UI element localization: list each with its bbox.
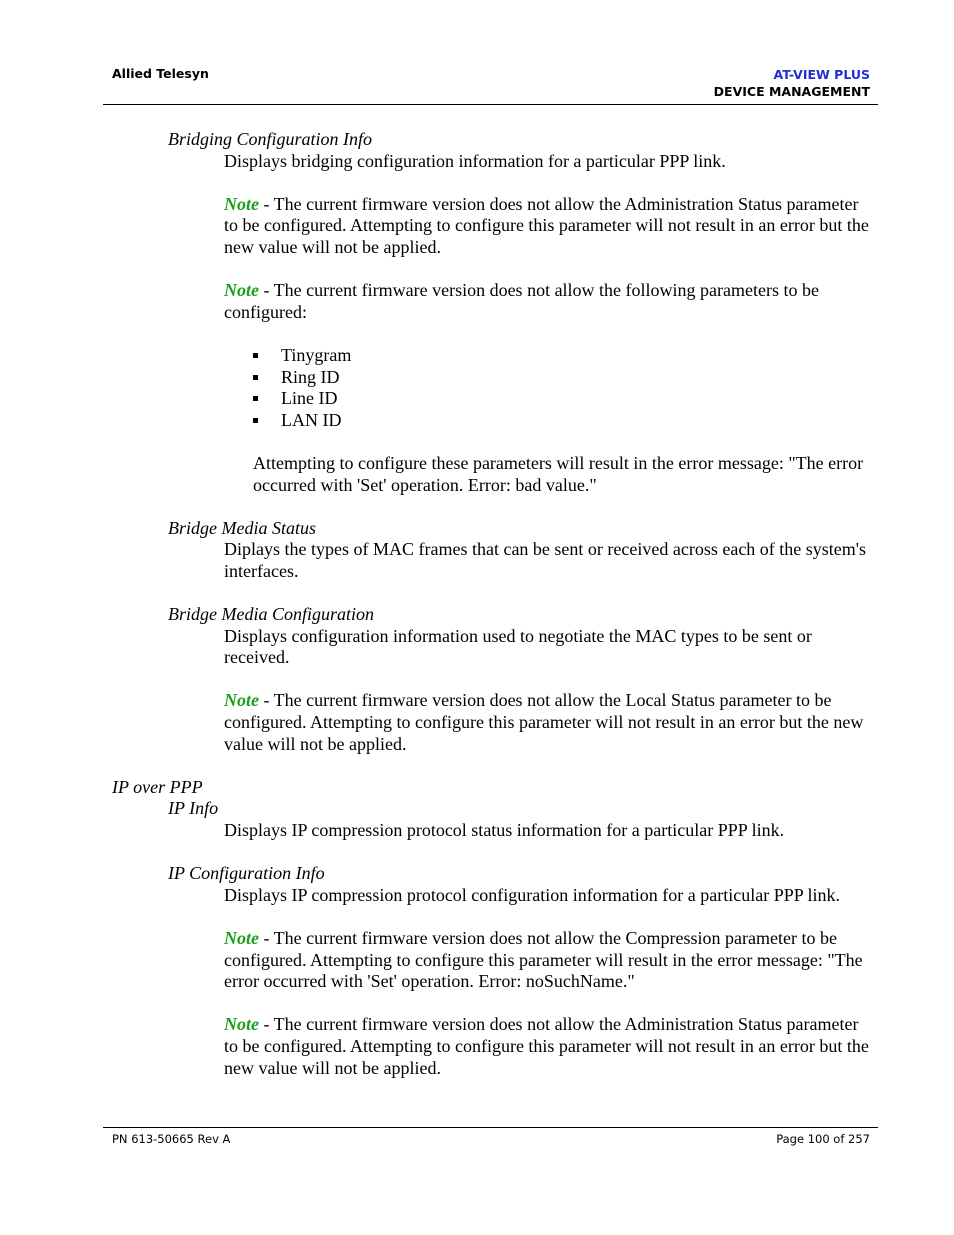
header-product: AT-VIEW PLUS bbox=[773, 67, 870, 82]
note-label: Note bbox=[224, 927, 259, 948]
heading-ip-config: IP Configuration Info bbox=[168, 863, 325, 884]
ip-config-desc: Displays IP compression protocol configuration information for a particular PPP link. bbox=[224, 884, 841, 905]
note-text: - The current firmware version does not allow the Local Status parameter to be configured. Attempting to configure this parameter will not result in an error but the new value will not be applied. bbox=[224, 690, 864, 754]
bridge-media-config-desc: Displays configuration information used to negotiate the MAC types to be sent or received. bbox=[224, 625, 812, 668]
header-company: Allied Telesyn bbox=[112, 66, 209, 81]
header-section: DEVICE MANAGEMENT bbox=[713, 84, 870, 99]
header-right bbox=[714, 66, 870, 100]
list-item: Tinygram bbox=[253, 345, 954, 367]
bridging-config-note-2 bbox=[224, 280, 870, 323]
bridging-config-error-text: Attempting to configure these parameters will result in the error message: "The error occurred with 'Set' operation. Error: bad value." bbox=[253, 452, 864, 495]
bullet-square-icon bbox=[253, 418, 258, 423]
parameter-list bbox=[253, 345, 954, 431]
list-item: LAN ID bbox=[253, 410, 954, 432]
footer-page-number: Page 100 of 257 bbox=[776, 1132, 870, 1146]
note-text: - The current firmware version does not allow the Compression parameter to be configured. Attempting to configure this parameter will result in the error message: "The error occurred with 'Set' operation. Error: noSuchName." bbox=[224, 927, 863, 992]
note-label: Note bbox=[224, 1014, 259, 1035]
note-label: Note bbox=[224, 690, 259, 711]
note-label: Note bbox=[224, 193, 259, 214]
ip-config-note-2 bbox=[224, 1014, 870, 1079]
note-text: - The current firmware version does not allow the Administration Status parameter to be configured. Attempting to configure this parameter will not result in an error but the new value will not be applied. bbox=[224, 193, 869, 257]
list-item: Ring ID bbox=[253, 367, 954, 389]
bridging-config-note-1 bbox=[224, 194, 870, 259]
ip-info-desc: Displays IP compression protocol status information for a particular PPP link. bbox=[224, 820, 785, 840]
footer-part-number: PN 613-50665 Rev A bbox=[112, 1132, 231, 1146]
heading-ip-info: IP Info bbox=[168, 798, 219, 819]
ip-config-note-1 bbox=[224, 928, 870, 993]
heading-bridge-media-status: Bridge Media Status bbox=[168, 517, 316, 538]
bridge-media-status-desc: Diplays the types of MAC frames that can be sent or received across each of the system's interfaces. bbox=[224, 539, 867, 581]
note-label: Note bbox=[224, 280, 259, 301]
bullet-square-icon bbox=[253, 396, 258, 401]
bullet-square-icon bbox=[253, 375, 258, 380]
list-item: Line ID bbox=[253, 388, 954, 410]
note-text: - The current firmware version does not allow the Administration Status parameter to be configured. Attempting to configure this parameter will not result in an error but the new value will not be applied. bbox=[224, 1014, 869, 1078]
heading-bridge-media-config: Bridge Media Configuration bbox=[168, 604, 374, 625]
header-rule bbox=[103, 104, 878, 105]
heading-bridging-config: Bridging Configuration Info bbox=[168, 129, 373, 149]
footer-rule bbox=[103, 1127, 878, 1128]
note-text: - The current firmware version does not allow the following parameters to be configured: bbox=[224, 280, 819, 322]
bridge-media-config-note bbox=[224, 690, 870, 755]
page-content bbox=[0, 129, 954, 1079]
heading-ip-over-ppp: IP over PPP bbox=[112, 776, 203, 797]
bullet-square-icon bbox=[253, 353, 258, 358]
bridging-config-desc: Displays bridging configuration information for a particular PPP link. bbox=[224, 150, 726, 171]
